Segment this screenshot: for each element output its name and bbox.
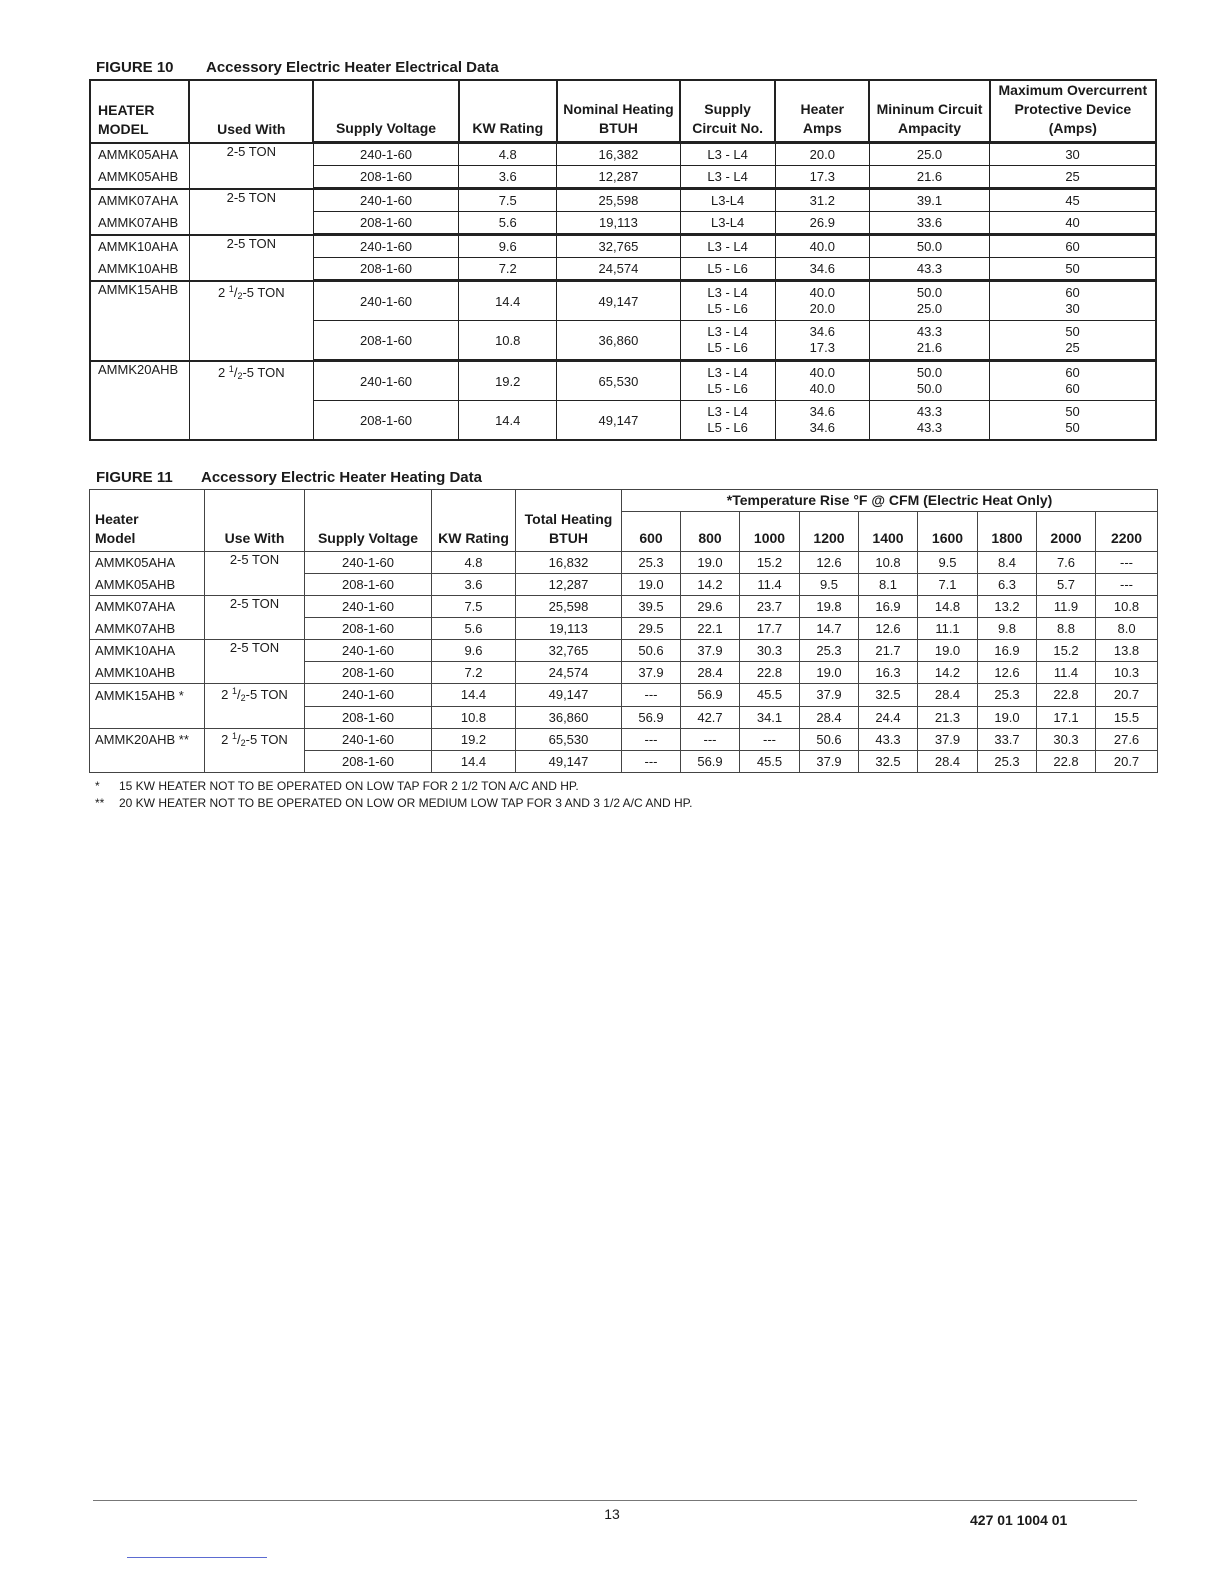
col-use-with: Use With	[205, 490, 305, 552]
col-cfm: 1800	[978, 512, 1037, 552]
col-cfm: 2000	[1037, 512, 1096, 552]
figure-caption: Accessory Electric Heater Electrical Data	[206, 59, 499, 76]
table-row: AMMK05AHA 2-5 TON 240-1-60 4.8 16,832 25.3 19.0 15.2 12.6 10.8 9.5 8.4 7.6 ---	[90, 552, 1158, 574]
col-used-with: Used With	[189, 80, 313, 143]
used-with-fraction: 2 $^1/_2-5$ TON	[189, 281, 313, 321]
col-cfm: 1000	[740, 512, 800, 552]
col-supply-voltage: Supply Voltage	[305, 490, 432, 552]
table-row: AMMK10AHA 2-5 TON 240-1-60 9.6 32,765 50.6 37.9 30.3 25.3 21.7 19.0 16.9 15.2 13.8	[90, 640, 1158, 662]
use-with-fraction: 2 $^1/_2-5$ TON	[205, 728, 305, 751]
figure-10-title	[96, 59, 499, 76]
figure-number: FIGURE 10	[96, 59, 174, 76]
col-heater-amps: Heater Amps	[775, 80, 869, 143]
table-row: 208-1-60 14.4 49,147 --- 56.9 45.5 37.9 32.5 28.4 25.3 22.8 20.7	[90, 751, 1158, 773]
table-row: AMMK20AHB 2 $^1/_2-5$ TON 240-1-60 19.2 65,530 L3 - L4 L5 - L6 40.0 40.0 50.0 50.0 60 60	[90, 361, 1156, 401]
footnote: ** 20 KW HEATER NOT TO BE OPERATED ON LOW OR MEDIUM LOW TAP FOR 3 AND 3 1/2 A/C AND HP.	[95, 796, 693, 810]
figure-number: FIGURE 11	[96, 469, 173, 486]
table-row: AMMK07AHA 2-5 TON 240-1-60 7.5 25,598 L3-L4 31.2 39.1 45	[90, 189, 1156, 212]
table-row: AMMK15AHB * 2 $^1/_2-5$ TON 240-1-60 14.4 49,147 --- 56.9 45.5 37.9 32.5 28.4 25.3 22.8 20.7	[90, 684, 1158, 707]
table-row: AMMK05AHB 208-1-60 3.6 12,287 19.0 14.2 11.4 9.5 8.1 7.1 6.3 5.7 ---	[90, 574, 1158, 596]
table-row: AMMK05AHA 2-5 TON 240-1-60 4.8 16,382 L3 - L4 20.0 25.0 30	[90, 143, 1156, 166]
col-cfm: 1400	[859, 512, 918, 552]
table-row: AMMK07AHB 208-1-60 5.6 19,113 29.5 22.1 17.7 14.7 12.6 11.1 9.8 8.8 8.0	[90, 618, 1158, 640]
col-cfm: 1600	[918, 512, 978, 552]
col-temperature-rise: *Temperature Rise °F @ CFM (Electric Heat Only)	[622, 490, 1158, 512]
col-cfm: 800	[681, 512, 740, 552]
footnote: * 15 KW HEATER NOT TO BE OPERATED ON LOW TAP FOR 2 1/2 TON A/C AND HP.	[95, 779, 579, 793]
table-row: 208-1-60 14.4 49,147 L3 - L4 L5 - L6 34.6 34.6 43.3 43.3 50 50	[90, 401, 1156, 441]
figure-caption: Accessory Electric Heater Heating Data	[201, 469, 482, 486]
table-row: AMMK10AHA 2-5 TON 240-1-60 9.6 32,765 L3 - L4 40.0 50.0 60	[90, 235, 1156, 258]
table-row: 208-1-60 10.8 36,860 L3 - L4 L5 - L6 34.6 17.3 43.3 21.6 50 25	[90, 321, 1156, 361]
col-total-btuh: Total Heating BTUH	[516, 490, 622, 552]
heating-data-table	[89, 489, 1158, 773]
col-heater-model: Heater Model	[90, 490, 205, 552]
table-row: AMMK15AHB 2 $^1/_2-5$ TON 240-1-60 14.4 49,147 L3 - L4 L5 - L6 40.0 20.0 50.0 25.0 60 30	[90, 281, 1156, 321]
col-supply-circuit: Supply Circuit No.	[680, 80, 775, 143]
table-row: AMMK20AHB ** 2 $^1/_2-5$ TON 240-1-60 19.2 65,530 --- --- --- 50.6 43.3 37.9 33.7 30.3 27.6	[90, 728, 1158, 751]
use-with-fraction: 2 $^1/_2-5$ TON	[205, 684, 305, 707]
col-cfm: 600	[622, 512, 681, 552]
table-row: AMMK07AHB 208-1-60 5.6 19,113 L3-L4 26.9 33.6 40	[90, 212, 1156, 235]
page-number: 13	[604, 1506, 620, 1522]
col-max-overcurrent: Maximum Overcurrent Protective Device (Amps)	[990, 80, 1156, 143]
table-row: AMMK05AHB 208-1-60 3.6 12,287 L3 - L4 17.3 21.6 25	[90, 166, 1156, 189]
figure-11-title	[96, 469, 482, 486]
col-nominal-btuh: Nominal Heating BTUH	[557, 80, 680, 143]
table-header-row	[90, 490, 1158, 512]
col-cfm: 2200	[1096, 512, 1158, 552]
table-row: AMMK10AHB 208-1-60 7.2 24,574 37.9 28.4 22.8 19.0 16.3 14.2 12.6 11.4 10.3	[90, 662, 1158, 684]
footer-divider	[93, 1500, 1137, 1501]
link-underline	[127, 1557, 267, 1558]
document-number: 427 01 1004 01	[970, 1512, 1068, 1528]
col-min-ampacity: Mininum Circuit Ampacity	[869, 80, 989, 143]
used-with-fraction: 2 $^1/_2-5$ TON	[189, 361, 313, 401]
table-row: AMMK10AHB 208-1-60 7.2 24,574 L5 - L6 34.6 43.3 50	[90, 258, 1156, 281]
col-kw-rating: KW Rating	[459, 80, 557, 143]
col-kw-rating: KW Rating	[432, 490, 516, 552]
table-row: 208-1-60 10.8 36,860 56.9 42.7 34.1 28.4 24.4 21.3 19.0 17.1 15.5	[90, 706, 1158, 728]
col-cfm: 1200	[800, 512, 859, 552]
electrical-data-table	[89, 79, 1157, 441]
table-header-row	[90, 80, 1156, 143]
col-heater-model: HEATER MODEL	[90, 80, 189, 143]
col-supply-voltage: Supply Voltage	[313, 80, 458, 143]
table-row: AMMK07AHA 2-5 TON 240-1-60 7.5 25,598 39.5 29.6 23.7 19.8 16.9 14.8 13.2 11.9 10.8	[90, 596, 1158, 618]
